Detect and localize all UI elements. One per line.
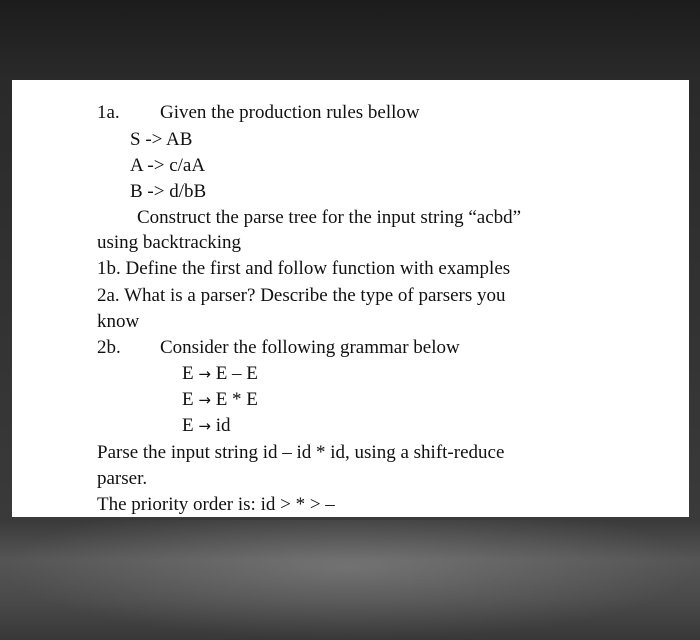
grammar-rule-2 bbox=[182, 389, 258, 411]
production-rule-b: B -> d/bB bbox=[130, 181, 207, 202]
document-page bbox=[12, 80, 689, 517]
production-rule-a: A -> c/aA bbox=[130, 155, 206, 176]
arrow-icon: → bbox=[198, 417, 211, 435]
q1a-prompt: Given the production rules bellow bbox=[160, 102, 420, 123]
grammar-rule-1-lhs: E bbox=[182, 363, 194, 384]
q1a-number: 1a. bbox=[97, 102, 120, 123]
production-rule-s: S -> AB bbox=[130, 129, 193, 150]
grammar-rule-3-rhs: id bbox=[215, 415, 231, 436]
grammar-rule-2-rhs: E * E bbox=[215, 389, 258, 410]
priority-order-text: The priority order is: id > * > – bbox=[97, 494, 335, 515]
q2b-number: 2b. bbox=[97, 337, 121, 358]
arrow-icon: → bbox=[198, 365, 211, 383]
grammar-rule-3 bbox=[182, 415, 230, 437]
q1b-text: 1b. Define the first and follow function with examples bbox=[97, 258, 511, 279]
background-glare bbox=[0, 520, 700, 640]
grammar-rule-1-rhs: E – E bbox=[215, 363, 258, 384]
q1a-backtracking-text: using backtracking bbox=[97, 232, 242, 253]
q2a-text-line2: know bbox=[97, 311, 140, 332]
q1a-construct-text: Construct the parse tree for the input string “acbd” bbox=[137, 207, 522, 228]
grammar-rule-3-lhs: E bbox=[182, 415, 194, 436]
arrow-icon: → bbox=[198, 391, 211, 409]
grammar-rule-1 bbox=[182, 363, 258, 385]
q2b-prompt: Consider the following grammar below bbox=[160, 337, 460, 358]
parse-instruction-line1: Parse the input string id – id * id, using a shift-reduce bbox=[97, 442, 505, 463]
q2a-text-line1: 2a. What is a parser? Describe the type of parsers you bbox=[97, 285, 506, 306]
parse-instruction-line2: parser. bbox=[97, 468, 148, 489]
grammar-rule-2-lhs: E bbox=[182, 389, 194, 410]
